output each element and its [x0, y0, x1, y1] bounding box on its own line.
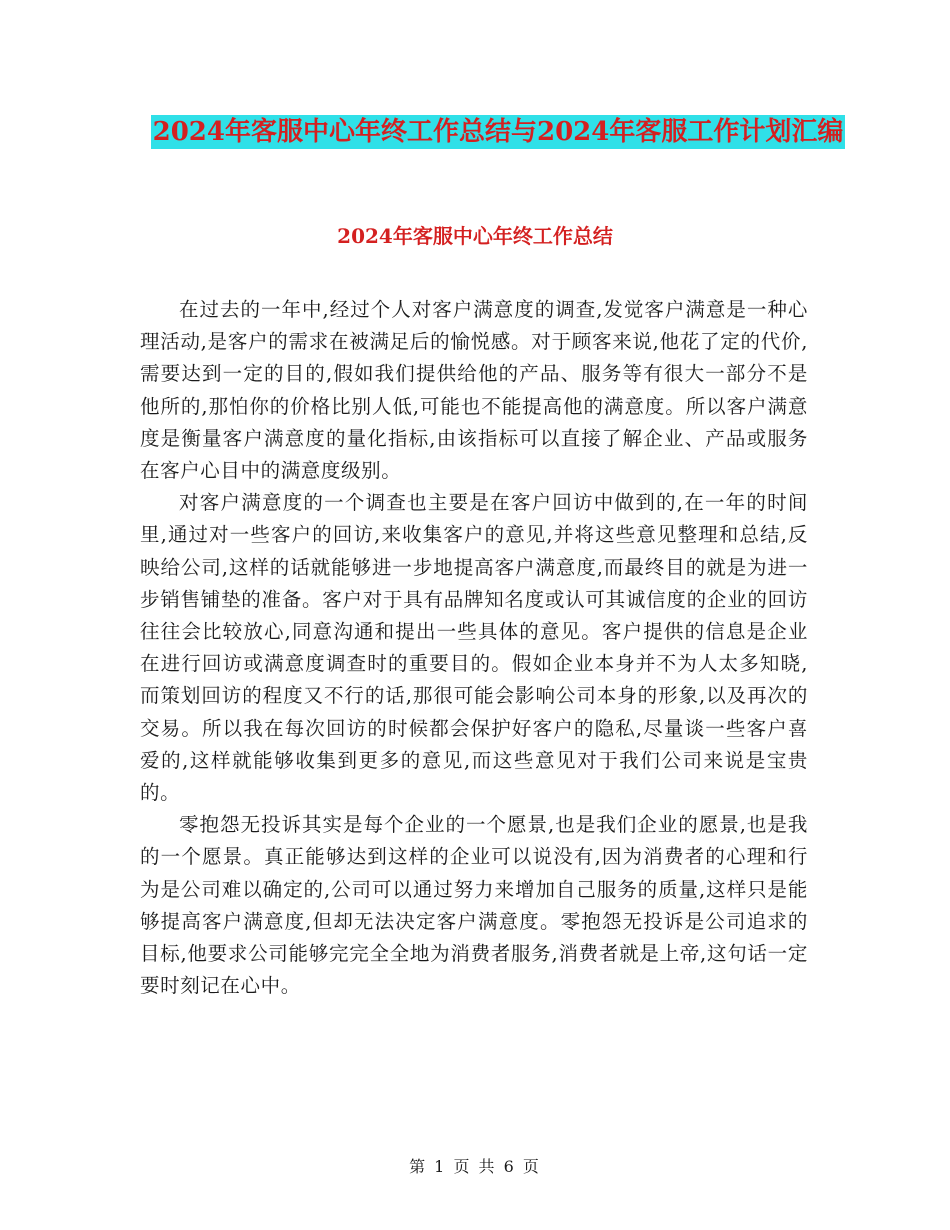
document-title-text: 2024年客服中心年终工作总结与2024年客服工作计划汇编	[152, 117, 844, 147]
page-total: 6	[503, 1157, 516, 1176]
page-current: 1	[434, 1157, 447, 1176]
footer-prefix: 第	[409, 1157, 428, 1176]
footer-middle: 页 共	[453, 1157, 497, 1176]
paragraph: 对客户满意度的一个调查也主要是在客户回访中做到的,在一年的时间里,通过对一些客户的回访,来收集客户的意见,并将这些意见整理和总结,反映给公司,这样的话就能够进一步地提高客户满意度,而最终目的就是为进一步销售铺垫的准备。客户对于具有品牌知名度或认可其诚信度的企业的回访往往会比较放心,同意沟通和提出一些具体的意见。客户提供的信息是企业在进行回访或满意度调查时的重要目的。假如企业本身并不为人太多知晓,而策划回访的程度又不行的话,那很可能会影响公司本身的形象,以及再次的交易。所以我在每次回访的时候都会保护好客户的隐私,尽量谈一些客户喜爱的,这样就能够收集到更多的意见,而这些意见对于我们公司来说是宝贵的。	[140, 491, 808, 805]
document-title	[140, 112, 856, 152]
section-title: 2024年客服中心年终工作总结	[337, 224, 613, 248]
page-footer	[0, 1154, 950, 1177]
footer-suffix: 页	[522, 1157, 541, 1176]
paragraph: 在过去的一年中,经过个人对客户满意度的调查,发觉客户满意是一种心理活动,是客户的需求在被满足后的愉悦感。对于顾客来说,他花了定的代价,需要达到一定的目的,假如我们提供给他的产品、服务等有很大一部分不是他所的,那怕你的价格比别人低,可能也不能提高他的满意度。所以客户满意度是衡量客户满意度的量化指标,由该指标可以直接了解企业、产品或服务在客户心目中的满意度级别。	[140, 298, 808, 483]
document-body	[140, 294, 808, 1002]
paragraph: 零抱怨无投诉其实是每个企业的一个愿景,也是我们企业的愿景,也是我的一个愿景。真正能够达到这样的企业可以说没有,因为消费者的心理和行为是公司难以确定的,公司可以通过努力来增加自己服务的质量,这样只是能够提高客户满意度,但却无法决定客户满意度。零抱怨无投诉是公司追求的目标,他要求公司能够完完全全地为消费者服务,消费者就是上帝,这句话一定要时刻记在心中。	[140, 813, 808, 998]
